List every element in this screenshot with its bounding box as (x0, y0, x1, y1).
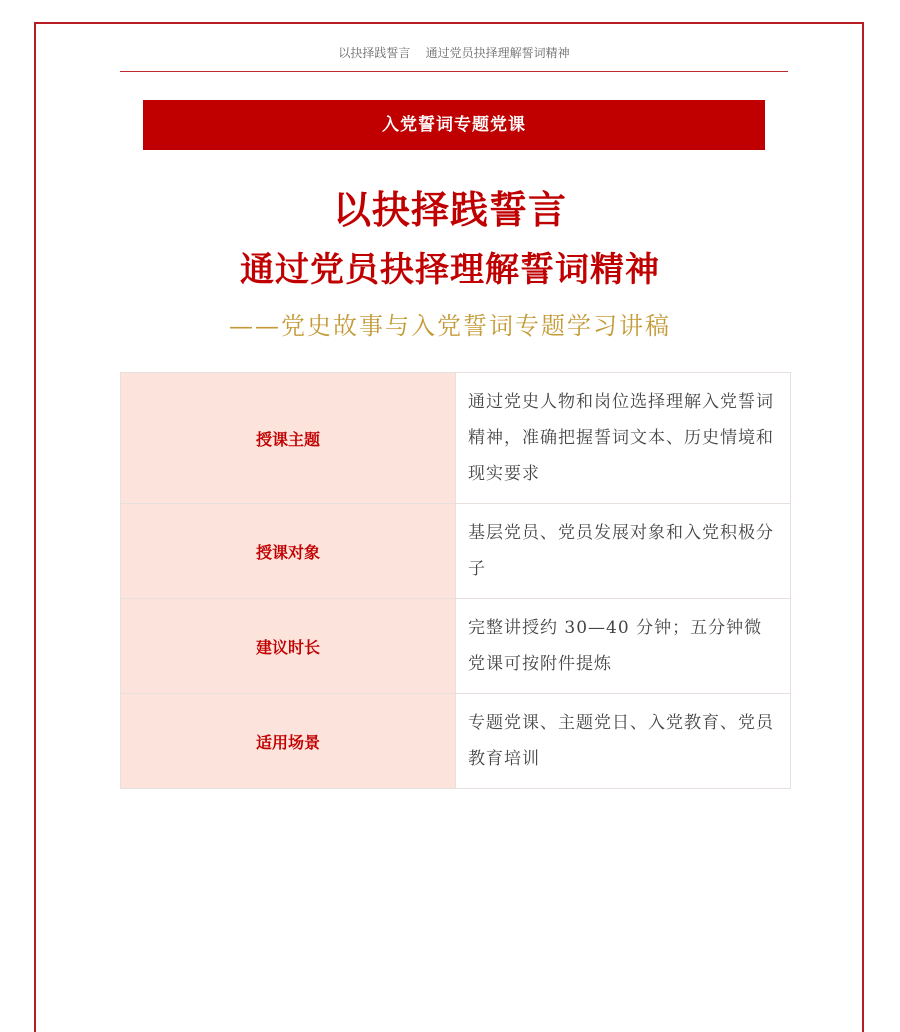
row-value: 专题党课、主题党日、入党教育、党员教育培训 (456, 694, 791, 789)
section-banner: 入党誓词专题党课 (143, 100, 765, 150)
row-label: 授课主题 (121, 373, 456, 504)
info-table (120, 372, 791, 789)
row-value: 基层党员、党员发展对象和入党积极分子 (456, 504, 791, 599)
subtitle: ——党史故事与入党誓词专题学习讲稿 (229, 312, 671, 340)
table-row (121, 694, 791, 789)
main-title-line-1: 以抉择践誓言 (332, 188, 567, 232)
main-title-line-2: 通过党员抉择理解誓词精神 (240, 250, 660, 290)
row-label: 建议时长 (121, 599, 456, 694)
row-value: 完整讲授约 30—40 分钟；五分钟微党课可按附件提炼 (456, 599, 791, 694)
table-row (121, 373, 791, 504)
row-label: 授课对象 (121, 504, 456, 599)
row-value: 通过党史人物和岗位选择理解入党誓词精神，准确把握誓词文本、历史情境和现实要求 (456, 373, 791, 504)
row-label: 适用场景 (121, 694, 456, 789)
running-header: 以抉择践誓言 通过党员抉择理解誓词精神 (120, 40, 788, 72)
table-row (121, 599, 791, 694)
table-row (121, 504, 791, 599)
